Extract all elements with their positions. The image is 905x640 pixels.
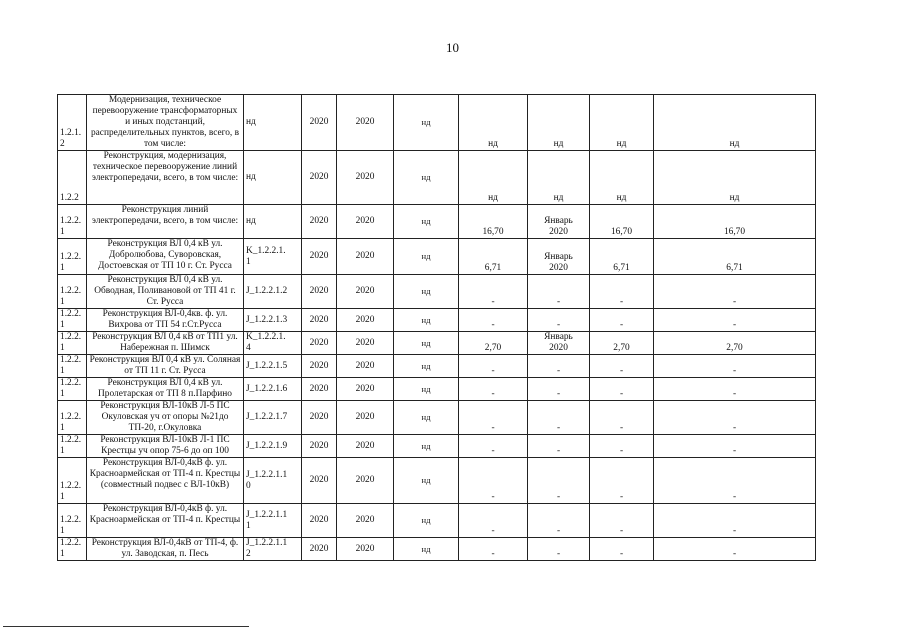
table-row xyxy=(58,504,816,538)
row-name: Реконструкция ВЛ-0,4кВ ф. ул. Красноармейская от ТП-4 п. Крестцы xyxy=(87,504,244,538)
table-row xyxy=(58,309,816,332)
row-code: J_1.2.2.1.1 2 xyxy=(244,538,302,561)
row-value-3: нд xyxy=(590,151,654,205)
row-value-3: - xyxy=(590,275,654,309)
row-status: нд xyxy=(394,378,459,401)
row-year-start: 2020 xyxy=(302,401,337,435)
row-value-1: - xyxy=(459,538,528,561)
table-row xyxy=(58,95,816,151)
row-year-start: 2020 xyxy=(302,275,337,309)
row-value-2: - xyxy=(528,401,590,435)
row-code: J_1.2.2.1.3 xyxy=(244,309,302,332)
row-name: Реконструкция ВЛ 0,4 кВ ул. Обводная, Поливановой от ТП 41 г. Ст. Русса xyxy=(87,275,244,309)
row-status: нд xyxy=(394,435,459,458)
footnote-rule xyxy=(3,626,249,627)
row-year-start: 2020 xyxy=(302,458,337,504)
row-value-4: - xyxy=(654,355,816,378)
row-value-4: 2,70 xyxy=(654,332,816,355)
investment-table xyxy=(57,94,816,561)
row-year-end: 2020 xyxy=(337,401,394,435)
row-value-4: нд xyxy=(654,151,816,205)
row-year-start: 2020 xyxy=(302,95,337,151)
row-value-1: - xyxy=(459,378,528,401)
row-status: нд xyxy=(394,95,459,151)
row-code: нд xyxy=(244,151,302,205)
row-number: 1.2.2. 1 xyxy=(58,504,87,538)
row-status: нд xyxy=(394,332,459,355)
row-value-1: 6,71 xyxy=(459,239,528,275)
row-value-3: 6,71 xyxy=(590,239,654,275)
row-number: 1.2.2. 1 xyxy=(58,332,87,355)
row-year-end: 2020 xyxy=(337,205,394,239)
row-value-1: - xyxy=(459,401,528,435)
row-code: J_1.2.2.1.5 xyxy=(244,355,302,378)
row-name: Реконструкция ВЛ-0,4кВ ф. ул. Красноармейская от ТП-4 п. Крестцы (совместный подвес с ВЛ-10кВ) xyxy=(87,458,244,504)
row-value-1: 2,70 xyxy=(459,332,528,355)
row-year-end: 2020 xyxy=(337,504,394,538)
row-year-end: 2020 xyxy=(337,151,394,205)
row-number: 1.2.2. 1 xyxy=(58,538,87,561)
row-code: J_1.2.2.1.1 1 xyxy=(244,504,302,538)
row-name: Реконструкция ВЛ 0,4 кВ от ТП1 ул. Набережная п. Шимск xyxy=(87,332,244,355)
row-value-1: - xyxy=(459,275,528,309)
row-year-start: 2020 xyxy=(302,435,337,458)
row-year-end: 2020 xyxy=(337,435,394,458)
row-year-end: 2020 xyxy=(337,309,394,332)
row-status: нд xyxy=(394,151,459,205)
row-number: 1.2.2. 1 xyxy=(58,401,87,435)
row-value-3: 2,70 xyxy=(590,332,654,355)
row-year-end: 2020 xyxy=(337,332,394,355)
row-value-2: - xyxy=(528,378,590,401)
row-number: 1.2.2. 1 xyxy=(58,355,87,378)
row-value-2: Январь 2020 xyxy=(528,332,590,355)
row-status: нд xyxy=(394,458,459,504)
row-year-start: 2020 xyxy=(302,332,337,355)
row-value-3: нд xyxy=(590,95,654,151)
row-value-3: - xyxy=(590,401,654,435)
row-status: нд xyxy=(394,538,459,561)
row-value-2: Январь 2020 xyxy=(528,205,590,239)
row-value-4: - xyxy=(654,538,816,561)
row-year-end: 2020 xyxy=(337,378,394,401)
row-year-start: 2020 xyxy=(302,538,337,561)
row-name: Реконструкция ВЛ 0,4 кВ ул. Добролюбова, Суворовская, Достоевская от ТП 10 г. Ст. Русса xyxy=(87,239,244,275)
row-name: Реконструкция, модернизация, техническое перевооружение линий электропередачи, всего, в том числе: xyxy=(87,151,244,205)
row-year-start: 2020 xyxy=(302,151,337,205)
row-name: Реконструкция ВЛ-0,4кв. ф. ул. Вихрова от ТП 54 г.Ст.Русса xyxy=(87,309,244,332)
row-year-end: 2020 xyxy=(337,538,394,561)
row-year-end: 2020 xyxy=(337,458,394,504)
table-row xyxy=(58,458,816,504)
row-status: нд xyxy=(394,205,459,239)
row-number: 1.2.2. 1 xyxy=(58,239,87,275)
row-year-end: 2020 xyxy=(337,239,394,275)
row-value-1: - xyxy=(459,458,528,504)
row-year-end: 2020 xyxy=(337,275,394,309)
row-code: K_1.2.2.1. 1 xyxy=(244,239,302,275)
row-name: Реконструкция линий электропередачи, всего, в том числе: xyxy=(87,205,244,239)
row-year-start: 2020 xyxy=(302,504,337,538)
row-number: 1.2.1. 2 xyxy=(58,95,87,151)
row-value-2: - xyxy=(528,309,590,332)
row-year-start: 2020 xyxy=(302,309,337,332)
row-value-4: 16,70 xyxy=(654,205,816,239)
row-value-4: - xyxy=(654,401,816,435)
row-year-start: 2020 xyxy=(302,378,337,401)
row-value-2: - xyxy=(528,504,590,538)
row-value-4: 6,71 xyxy=(654,239,816,275)
row-value-3: - xyxy=(590,504,654,538)
row-value-4: - xyxy=(654,275,816,309)
row-status: нд xyxy=(394,401,459,435)
row-value-2: нд xyxy=(528,95,590,151)
table-row xyxy=(58,151,816,205)
row-number: 1.2.2. 1 xyxy=(58,275,87,309)
row-number: 1.2.2 xyxy=(58,151,87,205)
row-value-1: нд xyxy=(459,95,528,151)
row-value-4: - xyxy=(654,504,816,538)
row-code: K_1.2.2.1. 4 xyxy=(244,332,302,355)
row-value-1: - xyxy=(459,309,528,332)
row-number: 1.2.2. 1 xyxy=(58,458,87,504)
row-year-start: 2020 xyxy=(302,205,337,239)
row-number: 1.2.2. 1 xyxy=(58,205,87,239)
row-year-start: 2020 xyxy=(302,355,337,378)
row-value-2: - xyxy=(528,458,590,504)
table-row xyxy=(58,378,816,401)
row-value-2: - xyxy=(528,435,590,458)
table-body xyxy=(58,95,816,561)
row-code: J_1.2.2.1.6 xyxy=(244,378,302,401)
table-row xyxy=(58,435,816,458)
row-year-start: 2020 xyxy=(302,239,337,275)
row-value-4: - xyxy=(654,378,816,401)
row-value-2: Январь 2020 xyxy=(528,239,590,275)
row-year-end: 2020 xyxy=(337,95,394,151)
row-status: нд xyxy=(394,275,459,309)
row-name: Реконструкция ВЛ 0,4 кВ ул. Соляная от ТП 11 г. Ст. Русса xyxy=(87,355,244,378)
table-row xyxy=(58,332,816,355)
row-value-2: нд xyxy=(528,151,590,205)
row-value-3: - xyxy=(590,378,654,401)
row-name: Реконструкция ВЛ-0,4кВ от ТП-4, ф. ул. Заводская, п. Песь xyxy=(87,538,244,561)
row-value-2: - xyxy=(528,538,590,561)
row-value-3: - xyxy=(590,458,654,504)
row-number: 1.2.2. 1 xyxy=(58,309,87,332)
row-status: нд xyxy=(394,309,459,332)
row-code: нд xyxy=(244,95,302,151)
row-value-2: - xyxy=(528,275,590,309)
row-code: J_1.2.2.1.9 xyxy=(244,435,302,458)
row-number: 1.2.2. 1 xyxy=(58,378,87,401)
table-row xyxy=(58,239,816,275)
row-value-3: - xyxy=(590,355,654,378)
row-number: 1.2.2. 1 xyxy=(58,435,87,458)
row-value-1: - xyxy=(459,435,528,458)
row-code: J_1.2.2.1.2 xyxy=(244,275,302,309)
row-value-4: нд xyxy=(654,95,816,151)
row-value-4: - xyxy=(654,309,816,332)
row-value-2: - xyxy=(528,355,590,378)
row-name: Модернизация, техническое перевооружение трансформаторных и иных подстанций, распределительных пунктов, всего, в том числе: xyxy=(87,95,244,151)
page-number: 10 xyxy=(446,40,459,55)
row-value-4: - xyxy=(654,458,816,504)
row-value-3: - xyxy=(590,435,654,458)
table-row xyxy=(58,538,816,561)
row-status: нд xyxy=(394,504,459,538)
row-value-1: нд xyxy=(459,151,528,205)
row-year-end: 2020 xyxy=(337,355,394,378)
row-code: J_1.2.2.1.7 xyxy=(244,401,302,435)
row-value-1: - xyxy=(459,355,528,378)
row-status: нд xyxy=(394,239,459,275)
row-value-1: 16,70 xyxy=(459,205,528,239)
row-value-4: - xyxy=(654,435,816,458)
row-name: Реконструкция ВЛ-10кВ Л-5 ПС Окуловская уч от опоры №21до ТП-20, г.Окуловка xyxy=(87,401,244,435)
table-row xyxy=(58,275,816,309)
row-value-3: - xyxy=(590,538,654,561)
row-value-3: - xyxy=(590,309,654,332)
row-code: нд xyxy=(244,205,302,239)
row-status: нд xyxy=(394,355,459,378)
table-row xyxy=(58,355,816,378)
row-name: Реконструкция ВЛ-10кВ Л-1 ПС Крестцы уч опор 75-6 до оп 100 xyxy=(87,435,244,458)
table-row xyxy=(58,401,816,435)
row-name: Реконструкция ВЛ 0,4 кВ ул. Пролетарская от ТП 8 п.Парфино xyxy=(87,378,244,401)
row-value-3: 16,70 xyxy=(590,205,654,239)
table-row xyxy=(58,205,816,239)
row-code: J_1.2.2.1.1 0 xyxy=(244,458,302,504)
row-value-1: - xyxy=(459,504,528,538)
